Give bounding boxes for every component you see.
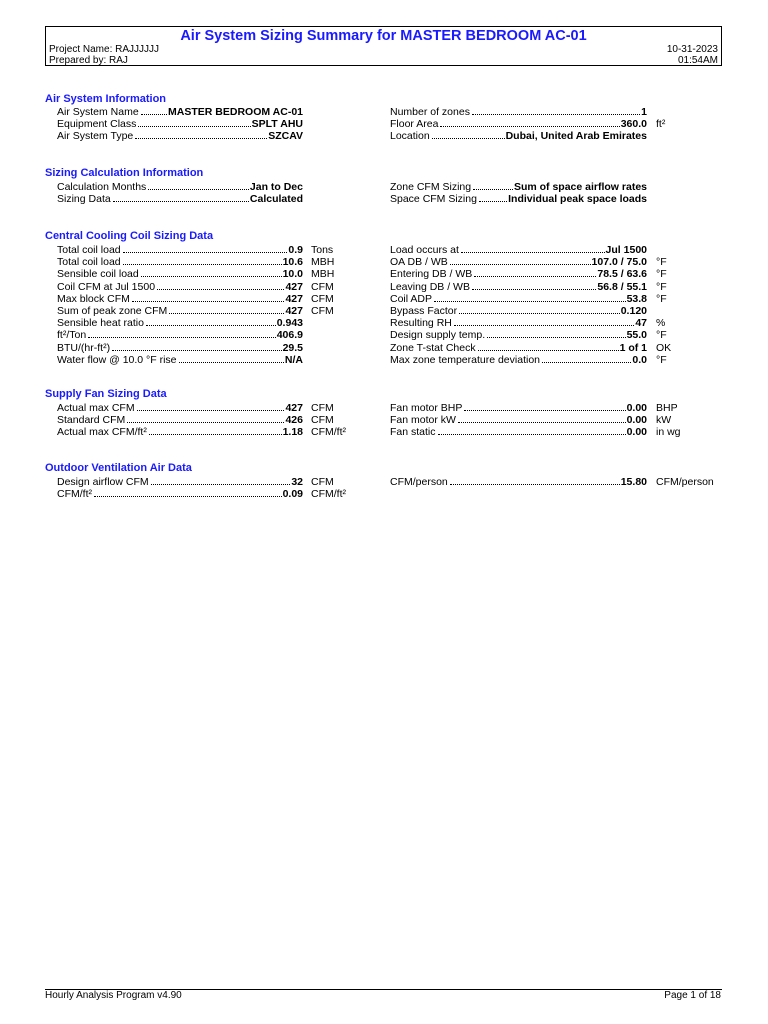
field-value: 426 — [285, 414, 303, 427]
field-label: Standard CFM — [57, 414, 126, 427]
field-label: Total coil load — [57, 244, 121, 256]
cooling-coil-left-row — [57, 317, 303, 329]
field-value: 406.9 — [276, 329, 303, 342]
field-unit: ft² — [656, 118, 666, 131]
dot-leader — [487, 337, 625, 338]
dot-leader — [472, 289, 596, 290]
cooling-coil-left-row — [57, 268, 303, 280]
field-label: Actual max CFM/ft² — [57, 426, 147, 439]
field-label: Actual max CFM — [57, 402, 135, 414]
footer-page: Page 1 of 18 — [664, 990, 721, 1001]
field-value: N/A — [284, 353, 303, 366]
field-label: Space CFM Sizing — [390, 193, 477, 206]
cooling-coil-left-row — [57, 342, 303, 354]
field-value: 78.5 / 63.6 — [597, 268, 647, 281]
dot-leader — [94, 496, 282, 497]
dot-leader — [450, 484, 620, 485]
dot-leader — [132, 301, 285, 302]
dot-leader — [464, 410, 625, 411]
cooling-coil-right-row — [390, 268, 647, 280]
field-value: Jul 1500 — [605, 244, 647, 256]
field-label: Sizing Data — [57, 193, 111, 206]
field-value: 427 — [285, 305, 303, 317]
field-value: 427 — [285, 402, 303, 414]
project-name: Project Name: RAJJJJJJ — [49, 44, 160, 55]
field-value: 47 — [635, 317, 647, 330]
dot-leader — [135, 138, 267, 139]
dot-leader — [113, 201, 249, 202]
field-value: 15.80 — [620, 476, 647, 488]
field-unit: CFM/ft² — [311, 426, 346, 439]
field-value: 0.120 — [620, 305, 647, 317]
air-system-left-row — [57, 130, 303, 142]
dot-leader — [138, 126, 250, 127]
dot-leader — [151, 484, 291, 485]
field-unit: °F — [656, 292, 667, 305]
field-unit: BHP — [656, 402, 678, 414]
field-unit: in wg — [656, 426, 681, 439]
cooling-coil-right-row — [390, 305, 647, 317]
field-unit: CFM/ft² — [311, 488, 346, 501]
dot-leader — [148, 189, 249, 190]
field-unit: OK — [656, 341, 672, 354]
field-label: Fan motor kW — [390, 414, 456, 427]
field-label: Total coil load — [57, 256, 121, 269]
field-label: Design airflow CFM — [57, 476, 149, 488]
report-header — [45, 26, 722, 66]
supply-fan-right-row — [390, 426, 647, 438]
cooling-coil-left-row — [57, 329, 303, 341]
report-time: 01:54AM — [677, 55, 718, 66]
dot-leader — [149, 434, 282, 435]
sizing-calc-right-row — [390, 181, 647, 193]
field-label: Air System Name — [57, 106, 139, 118]
field-value: 427 — [285, 292, 303, 305]
field-value: Individual peak space loads — [508, 193, 647, 206]
field-unit: °F — [656, 268, 667, 281]
field-unit: MBH — [311, 268, 335, 281]
cooling-coil-right-row — [390, 293, 647, 305]
dot-leader — [169, 313, 284, 314]
supply-fan-right-row — [390, 414, 647, 426]
field-label: Sensible coil load — [57, 268, 139, 281]
field-label: Entering DB / WB — [390, 268, 473, 281]
outdoor-vent-left-row — [57, 488, 303, 500]
field-label: Design supply temp. — [390, 329, 486, 342]
field-unit: °F — [656, 256, 667, 269]
field-value: 10.6 — [282, 256, 303, 269]
air-system-right-row — [390, 106, 647, 118]
field-value: 1 — [641, 106, 647, 118]
report-title: Air System Sizing Summary for MASTER BEDROOM AC-01 — [180, 28, 587, 44]
field-label: Fan motor BHP — [390, 402, 463, 414]
cooling-coil-right-row — [390, 256, 647, 268]
dot-leader — [179, 362, 284, 363]
supply-fan-left-row — [57, 402, 303, 414]
supply-fan-right-row — [390, 402, 647, 414]
field-label: Leaving DB / WB — [390, 280, 470, 293]
field-value: 107.0 / 75.0 — [591, 256, 647, 269]
dot-leader — [440, 126, 619, 127]
field-label: BTU/(hr-ft²) — [57, 341, 111, 354]
dot-leader — [472, 114, 640, 115]
cooling-coil-right-row — [390, 281, 647, 293]
field-unit: CFM — [311, 402, 334, 414]
field-label: Resulting RH — [390, 317, 452, 330]
field-label: Zone T-stat Check — [390, 341, 476, 354]
field-label: Sum of peak zone CFM — [57, 305, 168, 317]
air-system-right-row — [390, 130, 647, 142]
dot-leader — [141, 114, 167, 115]
field-label: Bypass Factor — [390, 305, 458, 317]
field-unit: kW — [656, 414, 672, 427]
field-unit: CFM — [311, 414, 334, 427]
cooling-coil-left-row — [57, 305, 303, 317]
field-value: 427 — [285, 280, 303, 293]
dot-leader — [123, 264, 282, 265]
cooling-coil-left-row — [57, 354, 303, 366]
air-system-right-row — [390, 118, 647, 130]
dot-leader — [473, 189, 513, 190]
field-unit: CFM — [311, 476, 334, 488]
supply-fan-left-row — [57, 414, 303, 426]
cooling-coil-left-row — [57, 256, 303, 268]
dot-leader — [461, 252, 605, 253]
field-label: Equipment Class — [57, 118, 137, 131]
dot-leader — [478, 350, 619, 351]
report-date: 10-31-2023 — [666, 44, 718, 55]
supply-fan-left-row — [57, 426, 303, 438]
field-label: Fan static — [390, 426, 436, 439]
field-value: Calculated — [249, 193, 303, 206]
dot-leader — [458, 422, 626, 423]
dot-leader — [432, 138, 505, 139]
dot-leader — [137, 410, 285, 411]
cooling-coil-left-row — [57, 244, 303, 256]
field-unit: CFM/person — [656, 476, 714, 488]
section-outdoor-vent: Outdoor Ventilation Air Data — [45, 462, 192, 474]
field-value: 56.8 / 55.1 — [597, 280, 647, 293]
field-unit: CFM — [311, 305, 334, 317]
field-value: Dubai, United Arab Emirates — [505, 130, 647, 143]
field-value: Sum of space airflow rates — [513, 181, 647, 193]
field-label: Zone CFM Sizing — [390, 181, 472, 193]
field-value: 0.9 — [288, 244, 303, 256]
field-unit: CFM — [311, 280, 334, 293]
dot-leader — [459, 313, 620, 314]
field-unit: °F — [656, 280, 667, 293]
field-value: SZCAV — [268, 130, 303, 143]
field-unit: MBH — [311, 256, 335, 269]
section-supply-fan: Supply Fan Sizing Data — [45, 388, 167, 400]
field-value: 29.5 — [282, 341, 303, 354]
field-label: Max block CFM — [57, 292, 130, 305]
air-system-left-row — [57, 118, 303, 130]
cooling-coil-right-row — [390, 329, 647, 341]
field-label: CFM/person — [390, 476, 448, 488]
dot-leader — [88, 337, 276, 338]
dot-leader — [454, 325, 634, 326]
field-value: 0.0 — [632, 353, 647, 366]
dot-leader — [146, 325, 276, 326]
cooling-coil-left-row — [57, 293, 303, 305]
dot-leader — [434, 301, 626, 302]
cooling-coil-right-row — [390, 342, 647, 354]
field-unit: Tons — [311, 244, 334, 256]
outdoor-vent-left-row — [57, 476, 303, 488]
field-value: 10.0 — [282, 268, 303, 281]
cooling-coil-right-row — [390, 317, 647, 329]
sizing-calc-right-row — [390, 193, 647, 205]
dot-leader — [112, 350, 281, 351]
dot-leader — [141, 276, 282, 277]
field-value: MASTER BEDROOM AC-01 — [168, 106, 303, 118]
field-value: 0.09 — [282, 488, 303, 501]
dot-leader — [438, 434, 626, 435]
field-label: Max zone temperature deviation — [390, 353, 540, 366]
field-label: Water flow @ 10.0 °F rise — [57, 353, 177, 366]
field-label: CFM/ft² — [57, 488, 92, 501]
field-label: Floor Area — [390, 118, 439, 131]
cooling-coil-left-row — [57, 281, 303, 293]
field-unit: % — [656, 317, 666, 330]
dot-leader — [474, 276, 596, 277]
field-unit: °F — [656, 353, 667, 366]
field-value: SPLT AHU — [251, 118, 303, 131]
field-value: 53.8 — [626, 292, 647, 305]
sizing-calc-left-row — [57, 193, 303, 205]
field-value: 0.943 — [276, 317, 303, 330]
field-label: Number of zones — [390, 106, 470, 118]
field-label: ft²/Ton — [57, 329, 87, 342]
field-label: Calculation Months — [57, 181, 147, 193]
dot-leader — [127, 422, 284, 423]
cooling-coil-right-row — [390, 354, 647, 366]
field-value: Jan to Dec — [249, 181, 303, 193]
prepared-by: Prepared by: RAJ — [49, 55, 128, 66]
air-system-left-row — [57, 106, 303, 118]
field-value: 32 — [291, 476, 303, 488]
field-label: Coil ADP — [390, 292, 433, 305]
field-value: 0.00 — [626, 402, 647, 414]
section-sizing-calc: Sizing Calculation Information — [45, 167, 204, 179]
dot-leader — [123, 252, 288, 253]
field-label: Coil CFM at Jul 1500 — [57, 280, 156, 293]
field-label: Sensible heat ratio — [57, 317, 144, 330]
footer-program: Hourly Analysis Program v4.90 — [45, 990, 182, 1001]
cooling-coil-right-row — [390, 244, 647, 256]
dot-leader — [542, 362, 631, 363]
section-cooling-coil: Central Cooling Coil Sizing Data — [45, 230, 214, 242]
field-value: 1 of 1 — [619, 341, 647, 354]
dot-leader — [157, 289, 284, 290]
field-label: Load occurs at — [390, 244, 459, 256]
field-value: 1.18 — [282, 426, 303, 439]
field-value: 0.00 — [626, 414, 647, 427]
outdoor-vent-right-row — [390, 476, 647, 488]
field-label: OA DB / WB — [390, 256, 448, 269]
field-value: 360.0 — [620, 118, 647, 131]
dot-leader — [450, 264, 591, 265]
field-unit: °F — [656, 329, 667, 342]
sizing-calc-left-row — [57, 181, 303, 193]
section-air-system: Air System Information — [45, 93, 167, 105]
field-label: Location — [390, 130, 430, 143]
dot-leader — [479, 201, 507, 202]
field-unit: CFM — [311, 292, 334, 305]
field-value: 0.00 — [626, 426, 647, 439]
field-label: Air System Type — [57, 130, 134, 143]
field-value: 55.0 — [626, 329, 647, 342]
